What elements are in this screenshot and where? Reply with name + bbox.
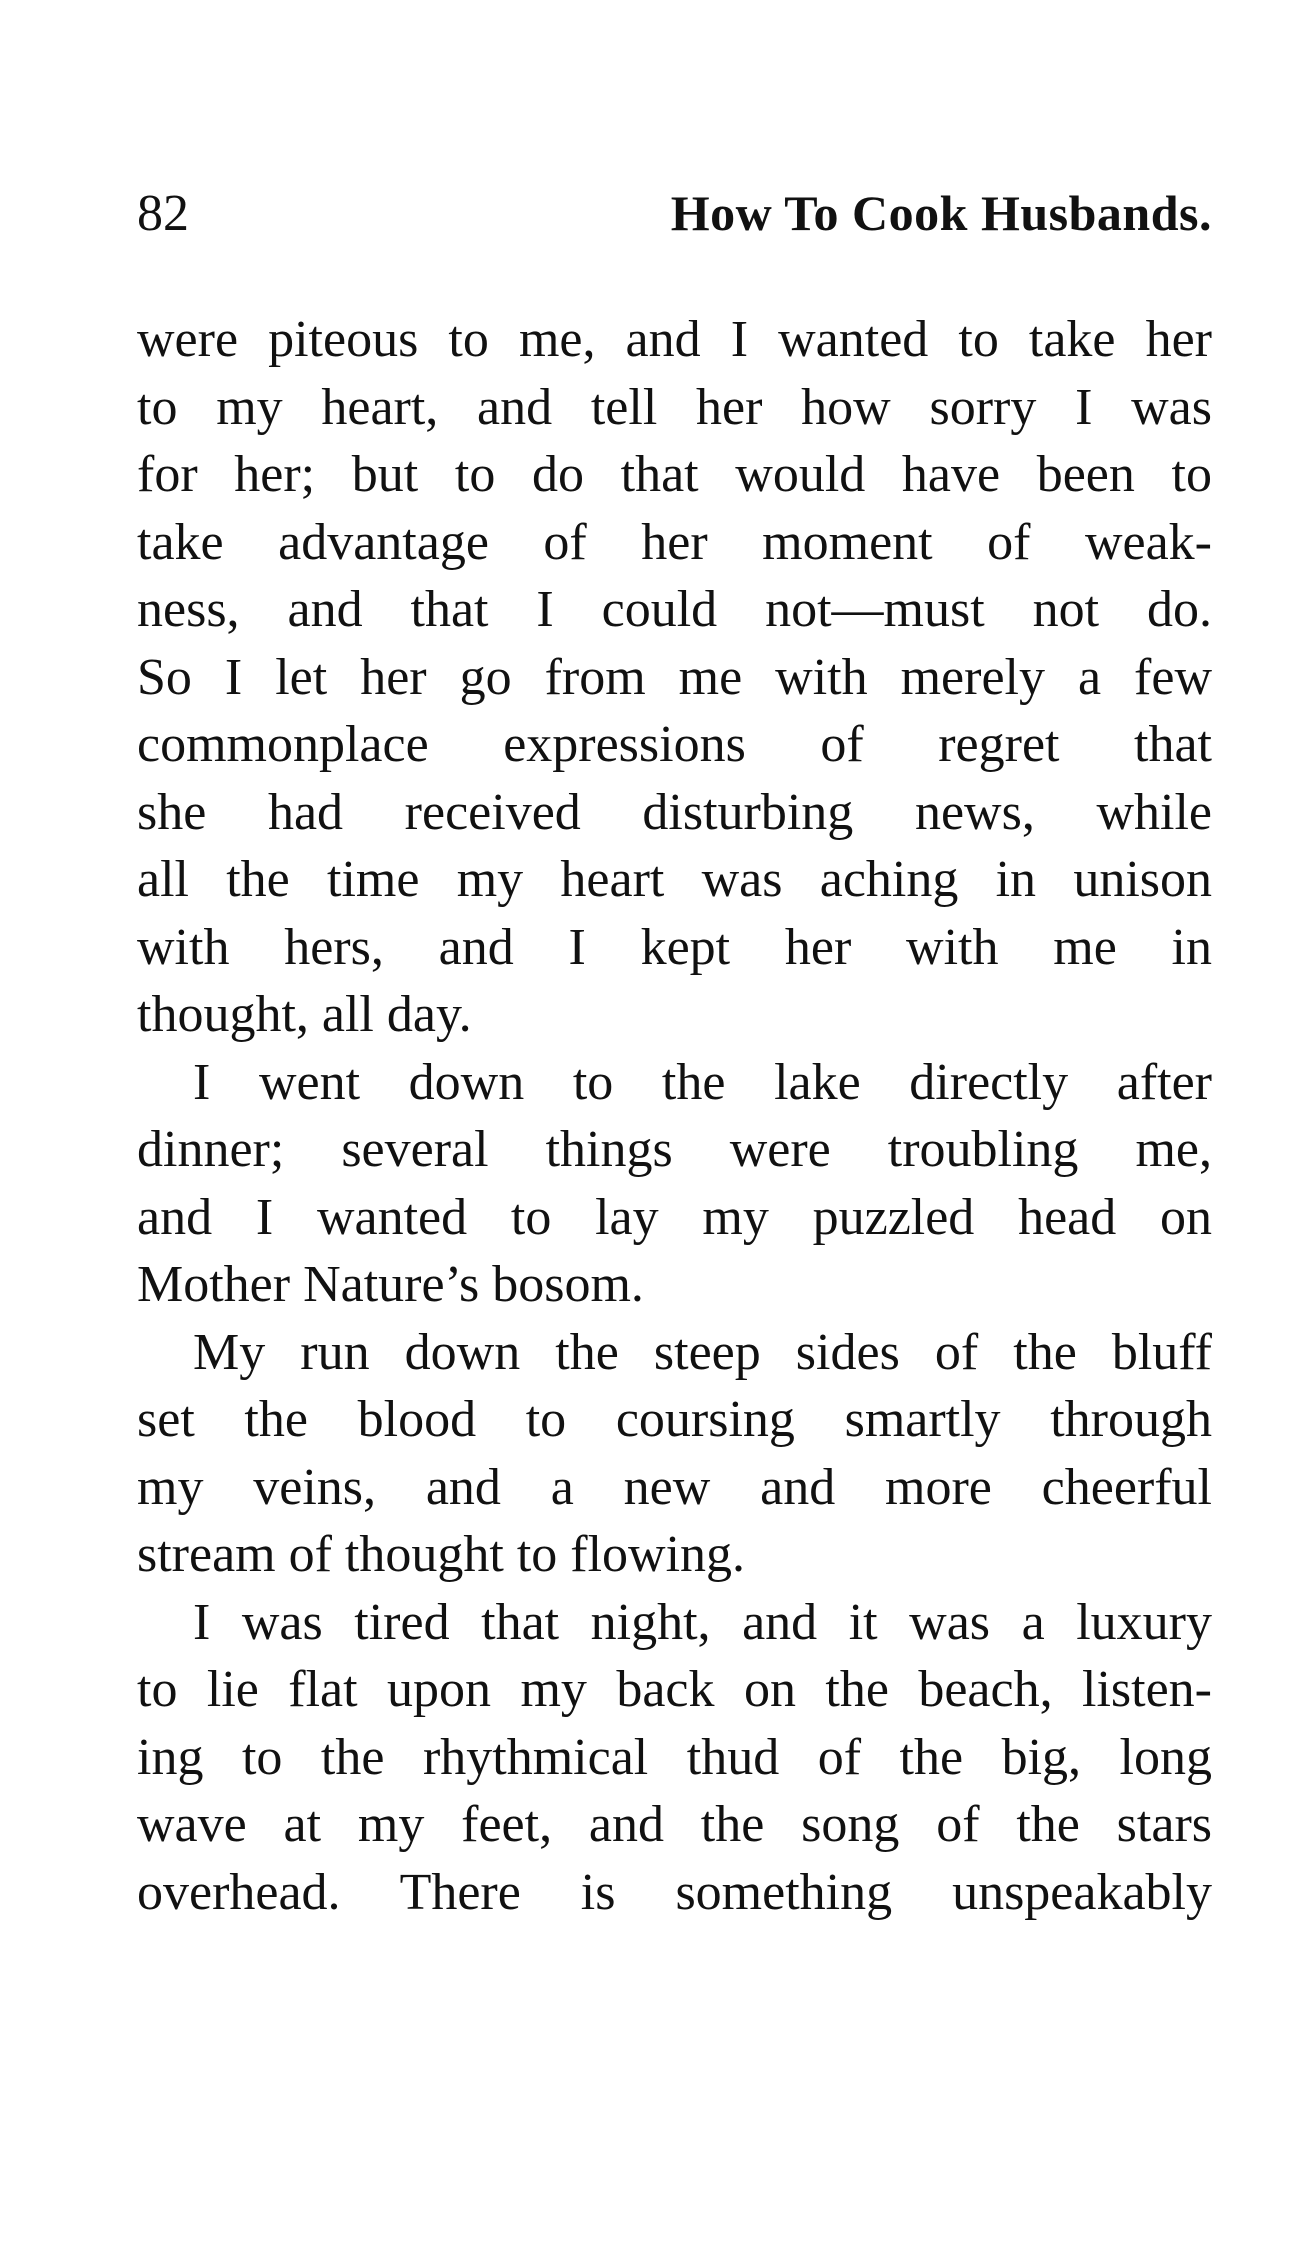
text-line: to my heart, and tell her how sorry I was — [137, 378, 1212, 436]
page-number: 82 — [137, 185, 189, 242]
text-line: my veins, and a new and more cheerful — [137, 1458, 1212, 1516]
text-line: ing to the rhythmical thud of the big, long — [137, 1728, 1212, 1786]
paragraph — [137, 1589, 1212, 1927]
text-line: and I wanted to lay my puzzled head on — [137, 1188, 1212, 1246]
text-line: set the blood to coursing smartly through — [137, 1391, 1212, 1448]
paragraph — [137, 1049, 1212, 1319]
text-line: overhead. There is something unspeakably — [137, 1863, 1212, 1921]
text-line: take advantage of her moment of weak- — [137, 513, 1212, 571]
text-line: all the time my heart was aching in unison — [137, 851, 1212, 908]
text-line: for her; but to do that would have been to — [137, 446, 1212, 503]
text-line: I was tired that night, and it was a luxury — [193, 1593, 1212, 1651]
body-text — [137, 306, 1212, 1926]
text-line: thought, all day. — [137, 986, 472, 1043]
text-line: with hers, and I kept her with me in — [137, 918, 1212, 976]
text-line: dinner; several things were troubling me, — [137, 1121, 1212, 1178]
text-line: stream of thought to flowing. — [137, 1526, 746, 1583]
paragraph — [137, 1319, 1212, 1589]
text-line: My run down the steep sides of the bluff — [193, 1323, 1212, 1381]
text-line: ness, and that I could not—must not do. — [137, 581, 1212, 638]
text-line: So I let her go from me with merely a few — [137, 648, 1212, 706]
page-header — [137, 185, 1212, 268]
text-line: to lie flat upon my back on the beach, listen- — [137, 1661, 1212, 1718]
paragraph — [137, 306, 1212, 1049]
text-line: were piteous to me, and I wanted to take her — [137, 311, 1212, 368]
text-line: she had received disturbing news, while — [137, 783, 1212, 841]
text-line: I went down to the lake directly after — [193, 1053, 1212, 1111]
text-line: wave at my feet, and the song of the stars — [137, 1796, 1212, 1853]
text-line: Mother Nature’s bosom. — [137, 1256, 644, 1313]
text-line: commonplace expressions of regret that — [137, 716, 1212, 773]
running-title: How To Cook Husbands. — [670, 185, 1212, 241]
